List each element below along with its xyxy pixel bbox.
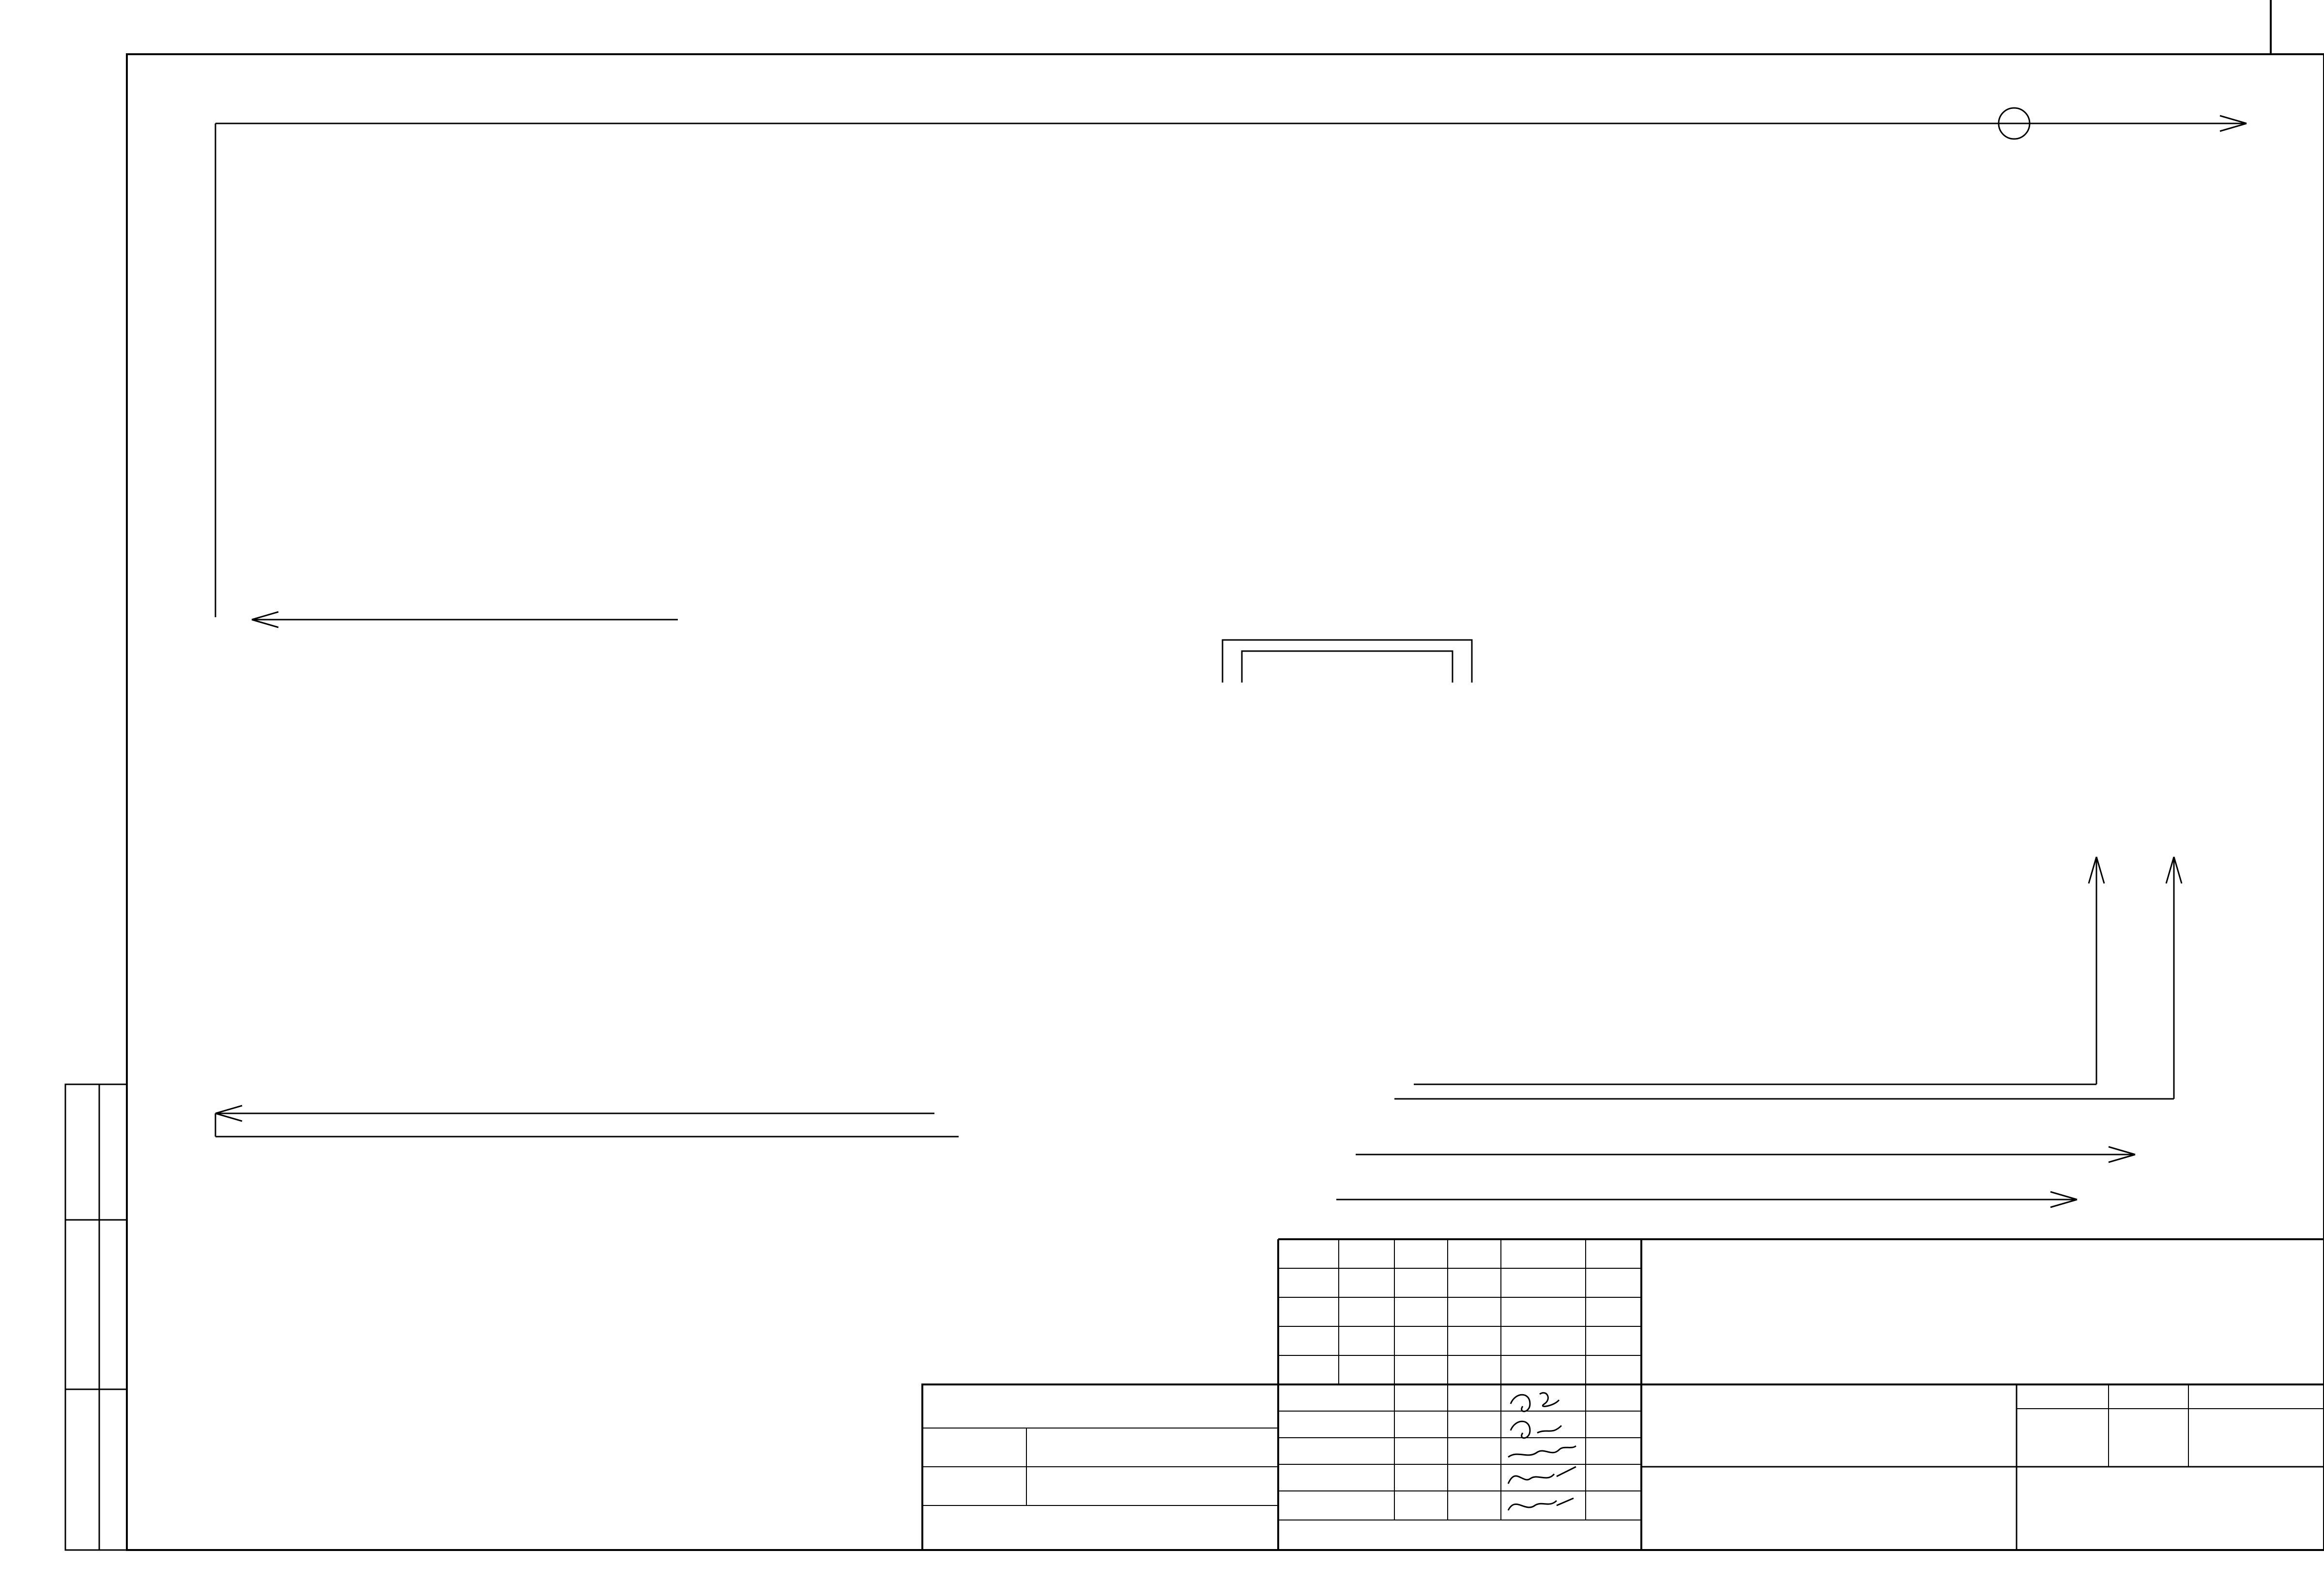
cable-arrow-2	[1414, 857, 2104, 1084]
cable-arrow-1	[1394, 857, 2182, 1099]
left-strip	[65, 1084, 127, 1550]
jumper-line-inner	[1242, 651, 1452, 683]
cable-arrow-8	[1336, 1192, 2077, 1207]
bus-arrow-bottom	[215, 1106, 959, 1137]
title-block	[922, 1239, 2324, 1550]
top-callout	[215, 108, 2247, 617]
bus-arrow-top	[252, 612, 678, 627]
drawing-frame	[127, 54, 2324, 1550]
cable-arrow-9	[1356, 1147, 2135, 1162]
jumper-line	[1223, 640, 1472, 683]
